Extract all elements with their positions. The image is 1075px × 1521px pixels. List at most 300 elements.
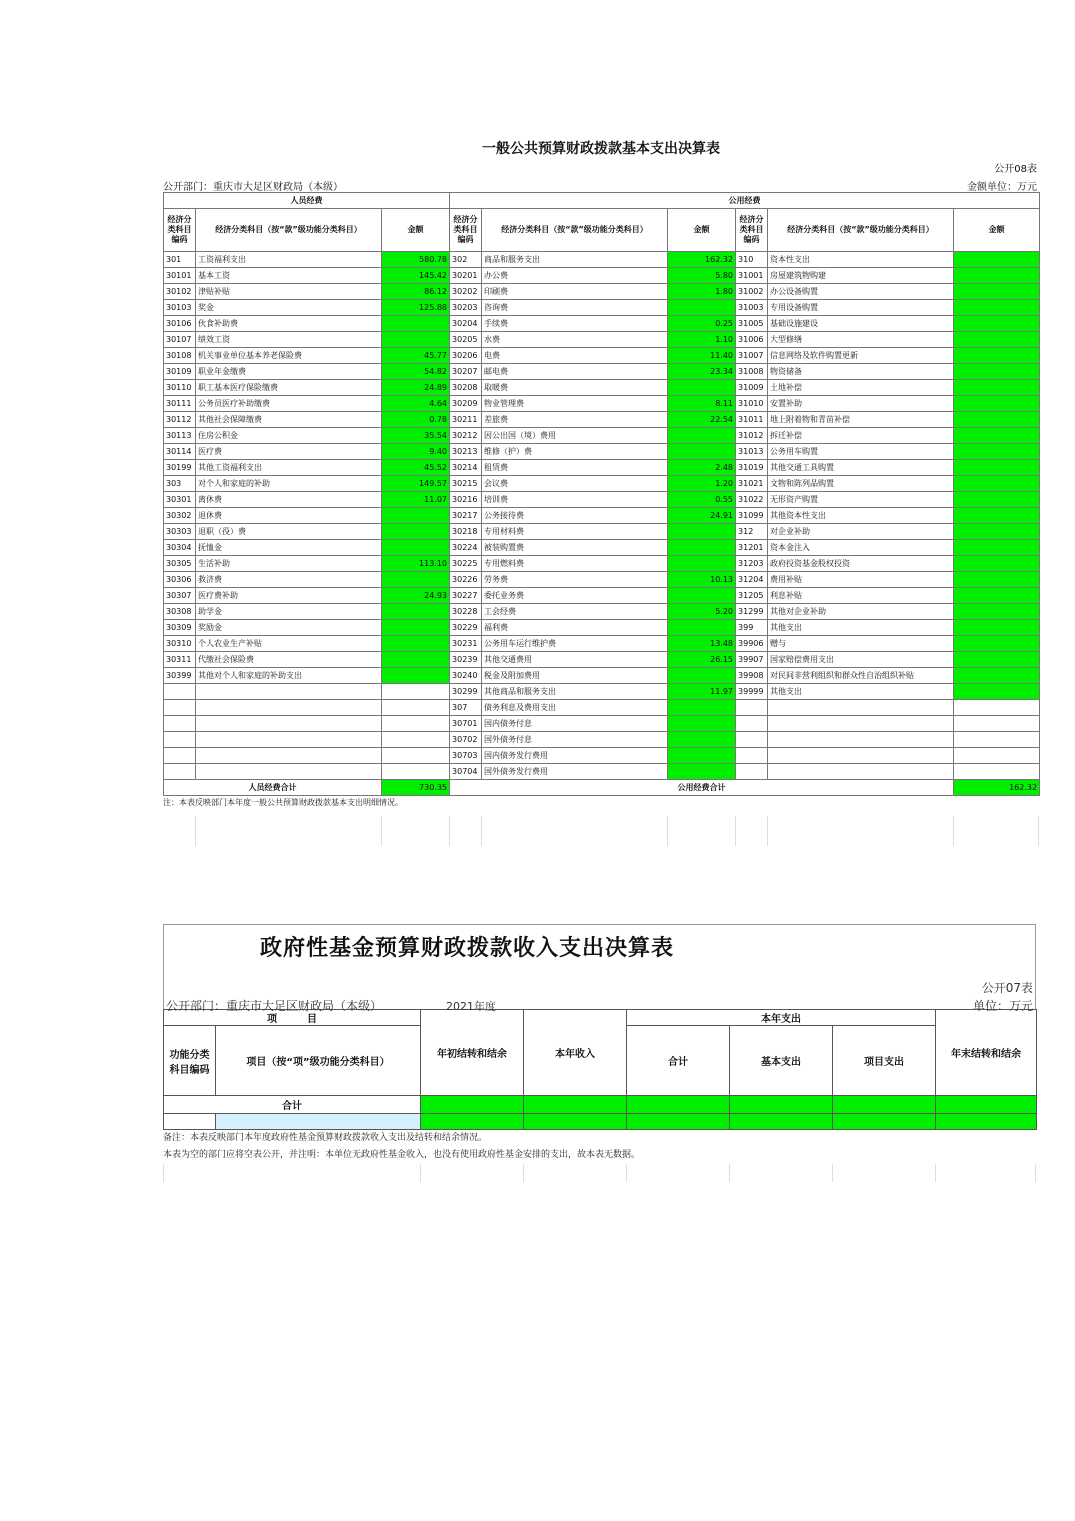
cell-name: 安置补助: [768, 396, 954, 412]
head-total: 合计: [627, 1026, 730, 1096]
cell-code: [164, 700, 196, 716]
cell-code: 30199: [164, 460, 196, 476]
cell-code: 31003: [736, 300, 768, 316]
cell-amount: [954, 300, 1040, 316]
cell-amount: [668, 716, 736, 732]
cell-code: 30202: [450, 284, 482, 300]
cell-code: 30307: [164, 588, 196, 604]
cell-code: 30704: [450, 764, 482, 780]
table-row: [164, 396, 1040, 412]
cell-amount: 11.40: [668, 348, 736, 364]
cell-amount: [954, 316, 1040, 332]
total-personnel-label: 人员经费合计: [164, 780, 382, 796]
cell-code: 30204: [450, 316, 482, 332]
col-code: 经济分类科目编码: [450, 209, 482, 252]
cell-name: 个人农业生产补贴: [196, 636, 382, 652]
cell-name: 因公出国（境）费用: [482, 428, 668, 444]
cell-amount: [954, 492, 1040, 508]
cell-code: 30111: [164, 396, 196, 412]
cell-amount: 11.97: [668, 684, 736, 700]
cell-code: 31006: [736, 332, 768, 348]
table-row: [164, 364, 1040, 380]
cell-name: 公务用车购置: [768, 444, 954, 460]
cell-name: 对企业补助: [768, 524, 954, 540]
cell-name: 绩效工资: [196, 332, 382, 348]
cell-code: 301: [164, 252, 196, 268]
cell-name: 国外债务付息: [482, 732, 668, 748]
cell-code: 30209: [450, 396, 482, 412]
cell-name: 其他社会保障缴费: [196, 412, 382, 428]
table-row: [164, 268, 1040, 284]
cell-code: 30206: [450, 348, 482, 364]
cell-name: 资本金注入: [768, 540, 954, 556]
cell-code: 30304: [164, 540, 196, 556]
cell-name: 医疗费: [196, 444, 382, 460]
cell-amount: [954, 412, 1040, 428]
cell-amount: 35.54: [382, 428, 450, 444]
table-row: [164, 332, 1040, 348]
cell-code: 30106: [164, 316, 196, 332]
cell-name: 咨询费: [482, 300, 668, 316]
cell-code: 31203: [736, 556, 768, 572]
cell-name: 对民间非营利组织和群众性自治组织补贴: [768, 668, 954, 684]
cell-code: 31205: [736, 588, 768, 604]
cell-code: 31011: [736, 412, 768, 428]
cell-amount: [382, 684, 450, 700]
cell-name: 福利费: [482, 620, 668, 636]
cell-code: 30218: [450, 524, 482, 540]
table2-note-1: 备注：本表反映部门本年度政府性基金预算财政拨款收入支出及结转和结余情况。: [163, 1133, 488, 1143]
cell-amount: [382, 700, 450, 716]
cell-name: 劳务费: [482, 572, 668, 588]
cell-amount: [668, 380, 736, 396]
cell-amount: [954, 556, 1040, 572]
cell-code: 30107: [164, 332, 196, 348]
cell-amount: [954, 476, 1040, 492]
cell-amount: [382, 332, 450, 348]
cell-name: [768, 764, 954, 780]
cell-amount: [954, 540, 1040, 556]
cell-amount: [954, 268, 1040, 284]
cell-name: 奖金: [196, 300, 382, 316]
cell-code: 30112: [164, 412, 196, 428]
cell-name: 公务用车运行维护费: [482, 636, 668, 652]
cell-name: 商品和服务支出: [482, 252, 668, 268]
cell-code: 30102: [164, 284, 196, 300]
table-row: [164, 300, 1040, 316]
cell-name: [196, 748, 382, 764]
cell-amount: [382, 572, 450, 588]
cell-name: 债务利息及费用支出: [482, 700, 668, 716]
cell-code: 30212: [450, 428, 482, 444]
sheet-gridlines: [163, 810, 1039, 848]
cell-amount: [954, 764, 1040, 780]
cell-amount: 13.48: [668, 636, 736, 652]
cell-amount: 23.34: [668, 364, 736, 380]
table-row: [164, 380, 1040, 396]
cell-code: 30308: [164, 604, 196, 620]
cell-code: 31008: [736, 364, 768, 380]
cell-code: 30301: [164, 492, 196, 508]
cell-code: [736, 732, 768, 748]
cell-code: 30231: [450, 636, 482, 652]
cell-amount: [382, 732, 450, 748]
cell-code: [736, 764, 768, 780]
cell-code: 30226: [450, 572, 482, 588]
cell-name: 职业年金缴费: [196, 364, 382, 380]
cell-name: 生活补助: [196, 556, 382, 572]
cell-name: 其他交通工具购置: [768, 460, 954, 476]
table-row: [164, 764, 1040, 780]
cell-code: 30240: [450, 668, 482, 684]
cell-code: 30216: [450, 492, 482, 508]
cell-amount: [668, 300, 736, 316]
cell-code: 30215: [450, 476, 482, 492]
table-row: [164, 460, 1040, 476]
head-project: 项目支出: [833, 1026, 936, 1096]
cell-name: [196, 732, 382, 748]
cell-code: 31013: [736, 444, 768, 460]
cell-code: 30211: [450, 412, 482, 428]
cell-name: 物资储备: [768, 364, 954, 380]
cell-name: 被装购置费: [482, 540, 668, 556]
cell-amount: [668, 764, 736, 780]
cell-code: 39906: [736, 636, 768, 652]
cell-code: 30702: [450, 732, 482, 748]
table2-year: 2021年度: [446, 1000, 496, 1013]
cell-amount: [954, 572, 1040, 588]
table2-unit: 单位：万元: [972, 999, 1033, 1013]
table-row: [164, 668, 1040, 684]
cell-amount: [954, 716, 1040, 732]
cell-name: 国内债务发行费用: [482, 748, 668, 764]
basic-expenditure-table: [163, 192, 1040, 796]
cell-name: 委托业务费: [482, 588, 668, 604]
cell-name: [196, 684, 382, 700]
cell-code: [164, 764, 196, 780]
cell-code: 30701: [450, 716, 482, 732]
table2-dept: 公开部门：重庆市大足区财政局（本级）: [166, 999, 383, 1013]
cell-name: 邮电费: [482, 364, 668, 380]
cell-name: 其他工资福利支出: [196, 460, 382, 476]
col-amount: 金额: [668, 209, 736, 252]
cell-amount: [668, 700, 736, 716]
head-begin-balance: 年初结转和结余: [421, 1010, 524, 1096]
cell-amount: [668, 556, 736, 572]
head-income: 本年收入: [524, 1010, 627, 1096]
gov-fund-table: [163, 1009, 1037, 1130]
head-basic: 基本支出: [730, 1026, 833, 1096]
cell-name: 公务员医疗补助缴费: [196, 396, 382, 412]
cell-amount: [954, 748, 1040, 764]
cell-code: [164, 732, 196, 748]
cell-amount: 125.88: [382, 300, 450, 316]
cell-code: 30305: [164, 556, 196, 572]
cell-name: 利息补贴: [768, 588, 954, 604]
cell-name: [196, 716, 382, 732]
cell-code: 31201: [736, 540, 768, 556]
cell-code: 30311: [164, 652, 196, 668]
cell-name: 对个人和家庭的补助: [196, 476, 382, 492]
cell-code: 310: [736, 252, 768, 268]
cell-amount: [382, 316, 450, 332]
cell-name: 电费: [482, 348, 668, 364]
cell-amount: [382, 748, 450, 764]
table-row: [164, 652, 1040, 668]
table-row: [164, 252, 1040, 268]
table-row: [164, 620, 1040, 636]
cell-name: 取暖费: [482, 380, 668, 396]
cell-code: 30109: [164, 364, 196, 380]
table-row: [164, 524, 1040, 540]
table-row: [164, 588, 1040, 604]
cell-name: 救济费: [196, 572, 382, 588]
cell-amount: 24.93: [382, 588, 450, 604]
cell-amount: 1.20: [668, 476, 736, 492]
cell-code: 30203: [450, 300, 482, 316]
row-total-label: 合计: [164, 1096, 421, 1114]
cell-code: 30239: [450, 652, 482, 668]
cell-name: 其他支出: [768, 620, 954, 636]
table-row: [164, 508, 1040, 524]
head-end-balance: 年末结转和结余: [936, 1010, 1037, 1096]
table2-note-2: 本表为空的部门应将空表公开，并注明：本单位无政府性基金收入，也没有使用政府性基金安排的支出，故本表无数据。: [163, 1150, 641, 1160]
cell-name: 其他交通费用: [482, 652, 668, 668]
cell-code: 312: [736, 524, 768, 540]
cell-amount: 0.78: [382, 412, 450, 428]
col-name: 经济分类科目（按“款”级功能分类科目）: [196, 209, 382, 252]
table-row: [164, 716, 1040, 732]
section-public: 公用经费: [450, 193, 1040, 209]
cell-amount: [382, 524, 450, 540]
cell-name: [196, 764, 382, 780]
cell-name: 离休费: [196, 492, 382, 508]
cell-amount: 5.20: [668, 604, 736, 620]
cell-name: 政府投资基金股权投资: [768, 556, 954, 572]
cell-code: 30101: [164, 268, 196, 284]
cell-amount: [668, 732, 736, 748]
cell-name: 印刷费: [482, 284, 668, 300]
cell-code: [736, 700, 768, 716]
cell-name: 差旅费: [482, 412, 668, 428]
cell-amount: [954, 700, 1040, 716]
total-public-value: 162.32: [954, 780, 1040, 796]
table2-title: 政府性基金预算财政拨款收入支出决算表: [260, 936, 675, 961]
section-personnel: 人员经费: [164, 193, 450, 209]
cell-name: 其他对企业补助: [768, 604, 954, 620]
cell-amount: 580.78: [382, 252, 450, 268]
cell-code: 30113: [164, 428, 196, 444]
gov-fund-sheet: [163, 924, 1036, 1184]
cell-code: [164, 684, 196, 700]
cell-name: 医疗费补助: [196, 588, 382, 604]
table2-code: 公开07表: [981, 981, 1033, 995]
table-row: [164, 428, 1040, 444]
table-row: [164, 732, 1040, 748]
cell-amount: [954, 508, 1040, 524]
cell-name: 工资福利支出: [196, 252, 382, 268]
cell-code: 30103: [164, 300, 196, 316]
cell-code: 30205: [450, 332, 482, 348]
table1-unit: 金额单位：万元: [967, 182, 1037, 193]
table-row: [164, 476, 1040, 492]
col-amount: 金额: [382, 209, 450, 252]
cell-code: 30227: [450, 588, 482, 604]
cell-code: 30306: [164, 572, 196, 588]
cell-code: 31019: [736, 460, 768, 476]
cell-name: 大型修缮: [768, 332, 954, 348]
cell-code: 30299: [450, 684, 482, 700]
cell-amount: [954, 252, 1040, 268]
table-row: [164, 492, 1040, 508]
basic-expenditure-sheet: [163, 138, 1039, 848]
cell-code: 307: [450, 700, 482, 716]
cell-amount: [382, 620, 450, 636]
cell-amount: 4.64: [382, 396, 450, 412]
cell-name: 抚恤金: [196, 540, 382, 556]
cell-amount: [954, 604, 1040, 620]
cell-code: 31005: [736, 316, 768, 332]
cell-code: 303: [164, 476, 196, 492]
head-expend: 本年支出: [627, 1010, 936, 1026]
table-row: [164, 412, 1040, 428]
cell-amount: [954, 380, 1040, 396]
table-row: [164, 284, 1040, 300]
cell-name: [768, 700, 954, 716]
cell-code: 31001: [736, 268, 768, 284]
cell-name: 手续费: [482, 316, 668, 332]
cell-amount: 22.54: [668, 412, 736, 428]
sheet-gridlines: [163, 1164, 1036, 1184]
cell-name: 津贴补贴: [196, 284, 382, 300]
table1-title: 一般公共预算财政拨款基本支出决算表: [482, 141, 720, 157]
cell-amount: [954, 668, 1040, 684]
cell-name: 专用材料费: [482, 524, 668, 540]
cell-amount: [954, 460, 1040, 476]
cell-amount: 149.57: [382, 476, 450, 492]
cell-code: 30217: [450, 508, 482, 524]
cell-amount: [954, 348, 1040, 364]
cell-amount: [954, 444, 1040, 460]
cell-amount: [382, 604, 450, 620]
cell-name: 无形资产购置: [768, 492, 954, 508]
cell-amount: 1.80: [668, 284, 736, 300]
cell-name: 租赁费: [482, 460, 668, 476]
cell-amount: [954, 364, 1040, 380]
cell-code: 302: [450, 252, 482, 268]
cell-amount: 2.48: [668, 460, 736, 476]
cell-code: 30309: [164, 620, 196, 636]
cell-code: 30108: [164, 348, 196, 364]
cell-code: 30208: [450, 380, 482, 396]
cell-code: 31002: [736, 284, 768, 300]
cell-amount: [954, 524, 1040, 540]
cell-code: 30310: [164, 636, 196, 652]
table-row: [164, 556, 1040, 572]
cell-amount: [954, 620, 1040, 636]
cell-amount: [382, 652, 450, 668]
cell-code: 31009: [736, 380, 768, 396]
cell-code: 39907: [736, 652, 768, 668]
cell-name: [196, 700, 382, 716]
cell-name: 基本工资: [196, 268, 382, 284]
cell-amount: [668, 540, 736, 556]
cell-amount: [382, 716, 450, 732]
cell-amount: 162.32: [668, 252, 736, 268]
col-code: 经济分类科目编码: [164, 209, 196, 252]
table-row: [164, 540, 1040, 556]
table1-note: 注：本表反映部门本年度一般公共预算财政拨款基本支出明细情况。: [163, 798, 403, 807]
cell-amount: 113.10: [382, 556, 450, 572]
cell-code: 39999: [736, 684, 768, 700]
cell-amount: [382, 764, 450, 780]
cell-amount: [668, 428, 736, 444]
cell-amount: 0.25: [668, 316, 736, 332]
col-amount: 金额: [954, 209, 1040, 252]
cell-name: 国内债务付息: [482, 716, 668, 732]
cell-code: 30213: [450, 444, 482, 460]
cell-code: 30225: [450, 556, 482, 572]
table-row: [164, 444, 1040, 460]
cell-code: 30214: [450, 460, 482, 476]
cell-name: 住房公积金: [196, 428, 382, 444]
cell-amount: 24.91: [668, 508, 736, 524]
cell-code: 30303: [164, 524, 196, 540]
cell-code: [736, 748, 768, 764]
cell-amount: 0.55: [668, 492, 736, 508]
cell-amount: 86.12: [382, 284, 450, 300]
cell-name: 机关事业单位基本养老保险费: [196, 348, 382, 364]
table-row: [164, 700, 1040, 716]
table-row: [164, 684, 1040, 700]
cell-code: 30110: [164, 380, 196, 396]
table-row: [164, 604, 1040, 620]
cell-amount: 45.52: [382, 460, 450, 476]
cell-name: 办公设备购置: [768, 284, 954, 300]
total-public-label: 公用经费合计: [450, 780, 954, 796]
table1-dept: 公开部门：重庆市大足区财政局（本级）: [163, 182, 343, 193]
table-row: [164, 636, 1040, 652]
table-row: [164, 572, 1040, 588]
col-name: 经济分类科目（按“款”级功能分类科目）: [768, 209, 954, 252]
head-code: 功能分类科目编码: [164, 1026, 216, 1096]
cell-name: 助学金: [196, 604, 382, 620]
cell-amount: [668, 620, 736, 636]
cell-amount: [954, 732, 1040, 748]
cell-code: 31204: [736, 572, 768, 588]
cell-name: 奖励金: [196, 620, 382, 636]
cell-code: 30703: [450, 748, 482, 764]
cell-amount: [668, 748, 736, 764]
cell-name: 办公费: [482, 268, 668, 284]
cell-code: 30114: [164, 444, 196, 460]
cell-code: 30229: [450, 620, 482, 636]
table-row: [164, 316, 1040, 332]
cell-amount: [954, 332, 1040, 348]
cell-name: 税金及附加费用: [482, 668, 668, 684]
cell-code: 31099: [736, 508, 768, 524]
cell-code: 31010: [736, 396, 768, 412]
cell-name: 信息网络及软件购置更新: [768, 348, 954, 364]
table-row: [164, 348, 1040, 364]
cell-code: 30399: [164, 668, 196, 684]
cell-amount: [382, 636, 450, 652]
cell-code: 31022: [736, 492, 768, 508]
cell-code: 39908: [736, 668, 768, 684]
cell-amount: 9.40: [382, 444, 450, 460]
cell-code: 30224: [450, 540, 482, 556]
cell-amount: 54.82: [382, 364, 450, 380]
